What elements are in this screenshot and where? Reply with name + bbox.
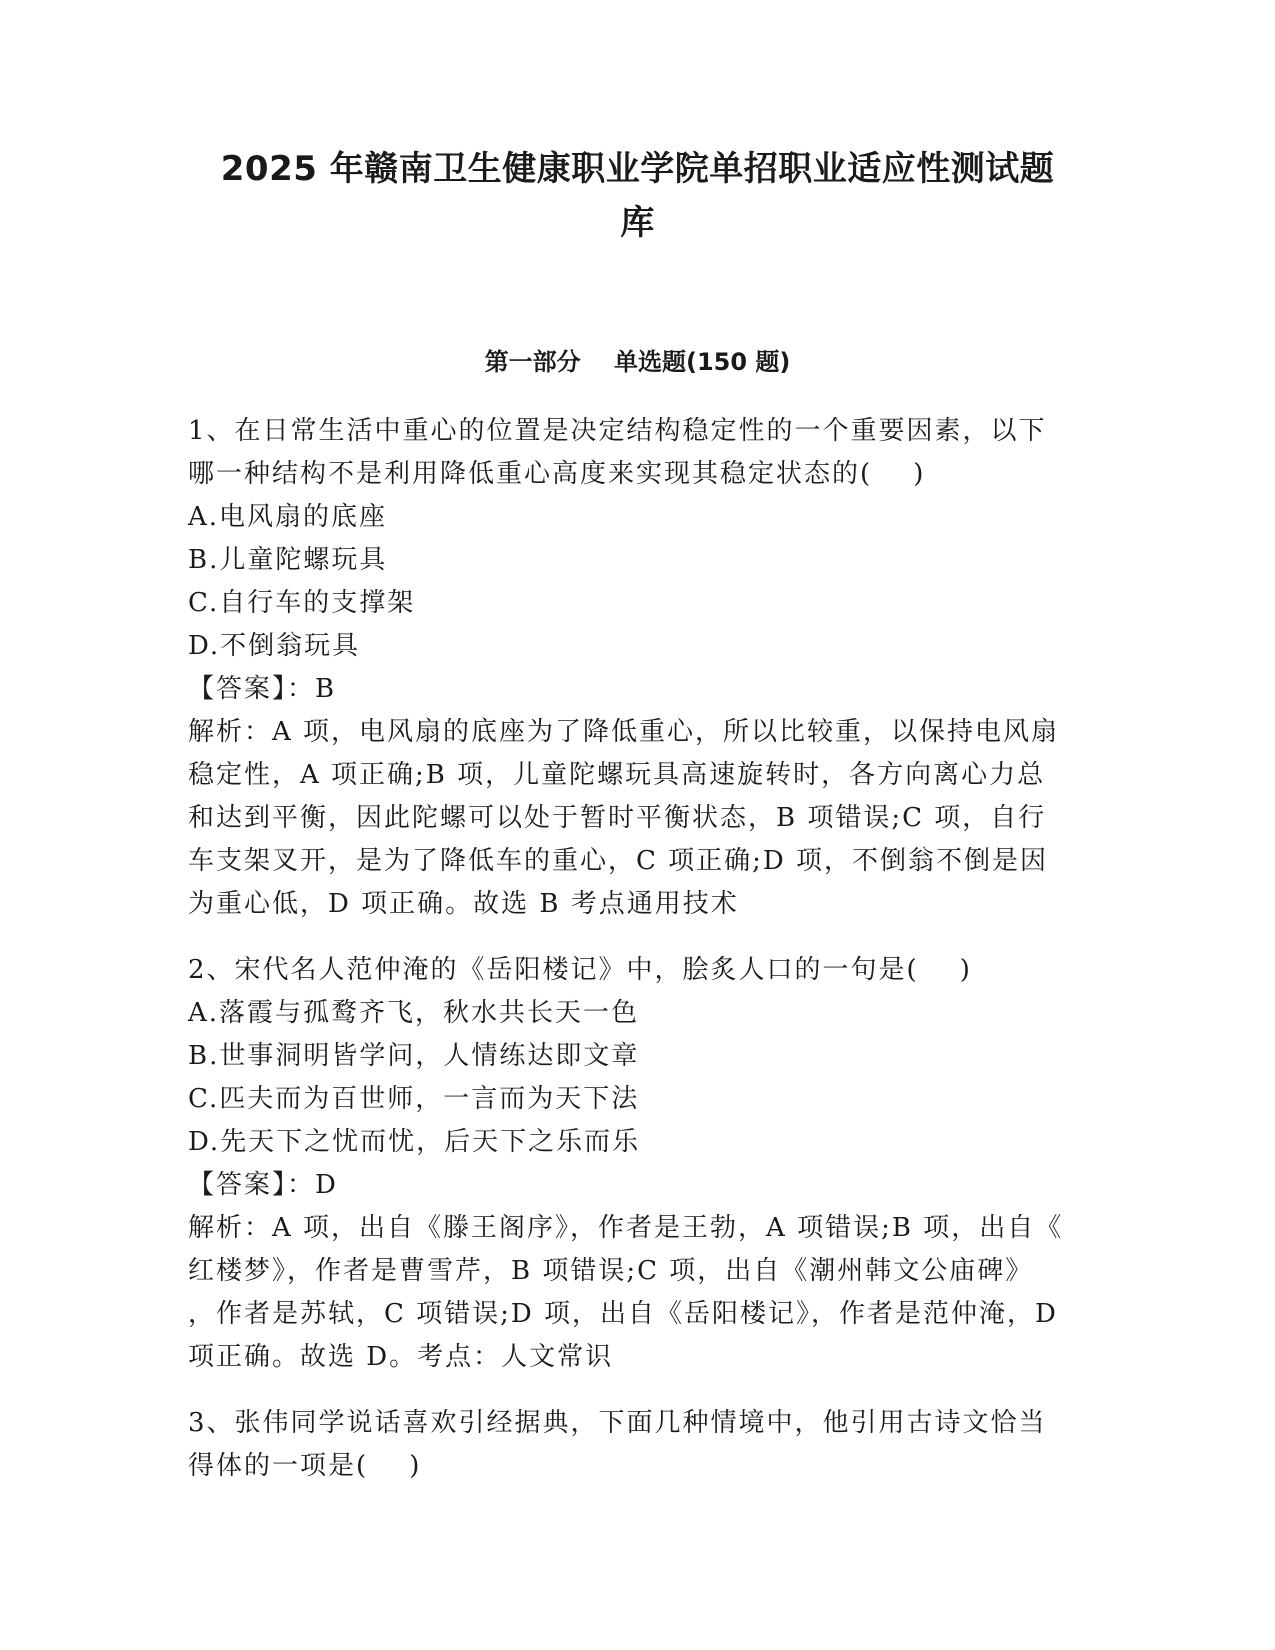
explanation-line: 车支架叉开，是为了降低车的重心，C 项正确;D 项，不倒翁不倒是因 [188,846,1049,876]
question-stem-line: 哪一种结构不是利用降低重心高度来实现其稳定状态的( ) [188,459,926,489]
question-list [188,410,1088,1511]
option-a: A.电风扇的底座 [188,502,388,532]
option-c: C.自行车的支撑架 [188,588,416,618]
question-stem [188,949,1088,992]
question-stem [188,410,1088,496]
explanation-line: 解析：A 项，出自《滕王阁序》，作者是王勃，A 项错误;B 项，出自《 [188,1213,1064,1243]
option-c: C.匹夫而为百世师，一言而为天下法 [188,1084,640,1114]
document-title-line-2: 库 [620,203,655,243]
option-a: A.落霞与孤鹜齐飞，秋水共长天一色 [188,998,640,1028]
explanation-line: 为重心低，D 项正确。故选 B 考点通用技术 [188,889,739,919]
option-d: D.不倒翁玩具 [188,631,361,661]
section-title: 第一部分 单选题(150 题) [484,348,791,376]
question-2 [188,949,1088,1379]
explanation-line: 项正确。故选 D。考点：人文常识 [188,1342,614,1372]
explanation-line: 稳定性，A 项正确;B 项，儿童陀螺玩具高速旋转时，各方向离心力总 [188,760,1046,790]
question-3 [188,1402,1088,1488]
question-stem-line: 3、张伟同学说话喜欢引经据典，下面几种情境中，他引用古诗文恰当 [188,1408,1047,1438]
explanation-line: 和达到平衡，因此陀螺可以处于暂时平衡状态，B 项错误;C 项，自行 [188,803,1047,833]
explanation [188,1207,1088,1379]
question-1 [188,410,1088,926]
explanation-line: 解析：A 项，电风扇的底座为了降低重心，所以比较重，以保持电风扇 [188,717,1060,747]
option-b: B.世事洞明皆学问，人情练达即文章 [188,1041,640,1071]
question-stem-line: 得体的一项是( ) [188,1451,422,1481]
question-stem-line: 1、在日常生活中重心的位置是决定结构稳定性的一个重要因素，以下 [188,416,1047,446]
question-stem [188,1402,1088,1488]
option-b: B.儿童陀螺玩具 [188,545,388,575]
answer-label: 【答案】：B [188,674,337,704]
document-title [180,142,1095,250]
answer-label: 【答案】：D [188,1170,338,1200]
option-d: D.先天下之忧而忧，后天下之乐而乐 [188,1127,641,1157]
option-list [188,992,1088,1164]
explanation-line: ，作者是苏轼，C 项错误;D 项，出自《岳阳楼记》，作者是范仲淹，D [188,1299,1058,1329]
explanation [188,711,1088,926]
explanation-line: 红楼梦》，作者是曹雪芹，B 项错误;C 项，出自《潮州韩文公庙碑》 [188,1256,1034,1286]
document-title-line-1: 2025 年赣南卫生健康职业学院单招职业适应性测试题 [220,149,1055,189]
question-stem-line: 2、宋代名人范仲淹的《岳阳楼记》中，脍炙人口的一句是( ) [188,955,972,985]
option-list [188,496,1088,668]
